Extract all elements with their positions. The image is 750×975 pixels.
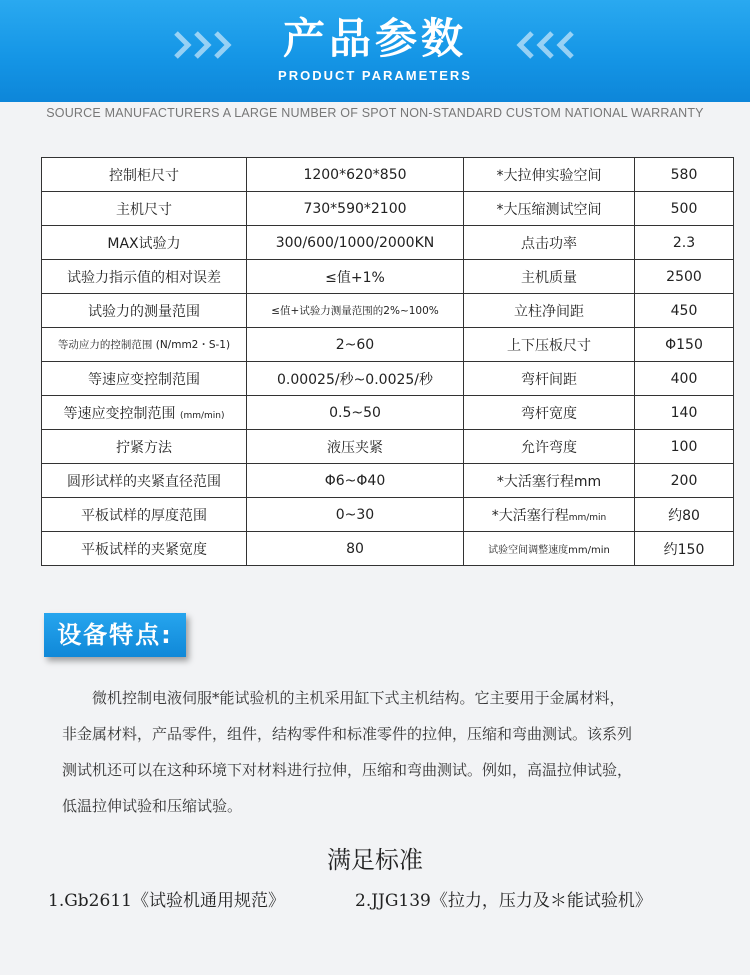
param-label: 拧紧方法 [42, 430, 247, 464]
param-value: 2~60 [247, 328, 464, 362]
table-row [42, 328, 734, 362]
table-row [42, 396, 734, 430]
standards-heading: 满足标准 [327, 846, 423, 874]
param-label: *大压缩测试空间 [464, 192, 635, 226]
param-value: 400 [635, 362, 734, 396]
description-line: 非金属材料，产品零件，组件，结构零件和标准零件的拉伸，压缩和弯曲测试。该系列 [62, 725, 633, 743]
param-label: 平板试样的厚度范围 [42, 498, 247, 532]
param-label: *大活塞行程 [491, 507, 569, 524]
description-line: 测试机还可以在这种环境下对材料进行拉伸，压缩和弯曲测试。例如，高温拉伸试验， [62, 761, 633, 779]
param-label: 允许弯度 [464, 430, 635, 464]
param-value: 580 [635, 158, 734, 192]
param-value: 0.00025/秒~0.0025/秒 [247, 362, 464, 396]
param-value: ≤值+试验力测量范围的2%~100% [247, 294, 464, 328]
table-row [42, 158, 734, 192]
param-label-cell [464, 498, 635, 532]
table-row [42, 532, 734, 566]
table-row [42, 464, 734, 498]
table-row [42, 430, 734, 464]
param-value: 0.5~50 [247, 396, 464, 430]
table-row [42, 294, 734, 328]
param-label: 等速应变控制范围 [42, 362, 247, 396]
param-label: 立柱净间距 [464, 294, 635, 328]
param-value: 2500 [635, 260, 734, 294]
param-unit: (mm/min) [179, 410, 225, 421]
param-label: 等速应变控制范围 [63, 405, 176, 422]
param-value: 200 [635, 464, 734, 498]
param-label: 主机尺寸 [42, 192, 247, 226]
table-row [42, 498, 734, 532]
standard-item: 2.JJG139《拉力，压力及＊能试验机》 [355, 891, 652, 911]
param-value: 2.3 [635, 226, 734, 260]
param-value: 液压夹紧 [247, 430, 464, 464]
chevron-left-icon [508, 30, 578, 60]
param-value: ≤值+1% [247, 260, 464, 294]
param-value: 0~30 [247, 498, 464, 532]
description-line: 微机控制电液伺服*能试验机的主机采用缸下式主机结构。它主要用于金属材料， [92, 689, 625, 707]
standard-item: 1.Gb2611《试验机通用规范》 [48, 891, 285, 911]
param-label: 点击功率 [464, 226, 635, 260]
param-label: 等动应力的控制范围 (N/mm2・S-1) [42, 328, 247, 362]
tagline: SOURCE MANUFACTURERS A LARGE NUMBER OF SPOT NON-STANDARD CUSTOM NATIONAL WARRANTY [46, 106, 704, 120]
page-subtitle: PRODUCT PARAMETERS [278, 68, 472, 83]
param-value: 80 [247, 532, 464, 566]
param-unit: mm/min [568, 512, 607, 523]
features-heading: 设备特点: [44, 613, 186, 657]
table-row [42, 226, 734, 260]
param-value: 约150 [635, 532, 734, 566]
param-value: 100 [635, 430, 734, 464]
page-title: 产品参数 [282, 14, 467, 63]
param-label: *大活塞行程mm [464, 464, 635, 498]
param-value: Φ150 [635, 328, 734, 362]
param-label-cell [42, 396, 247, 430]
param-label: 试验力的测量范围 [42, 294, 247, 328]
header-banner [0, 0, 750, 102]
param-label: 平板试样的夹紧宽度 [42, 532, 247, 566]
param-value: Φ6~Φ40 [247, 464, 464, 498]
param-value: 约80 [635, 498, 734, 532]
param-label: 主机质量 [464, 260, 635, 294]
param-label: 上下压板尺寸 [464, 328, 635, 362]
param-label: 弯杆宽度 [464, 396, 635, 430]
table-row [42, 192, 734, 226]
param-value: 300/600/1000/2000KN [247, 226, 464, 260]
param-value: 140 [635, 396, 734, 430]
description-line: 低温拉伸试验和压缩试验。 [62, 797, 243, 815]
param-label: 圆形试样的夹紧直径范围 [42, 464, 247, 498]
param-label: 弯杆间距 [464, 362, 635, 396]
table-row [42, 362, 734, 396]
param-value: 1200*620*850 [247, 158, 464, 192]
table-row [42, 260, 734, 294]
param-label: MAX试验力 [42, 226, 247, 260]
param-label: 试验空间调整速度mm/min [464, 532, 635, 566]
param-label: 试验力指示值的相对误差 [42, 260, 247, 294]
param-value: 500 [635, 192, 734, 226]
param-value: 450 [635, 294, 734, 328]
param-label: *大拉伸实验空间 [464, 158, 635, 192]
param-label: 控制柜尺寸 [42, 158, 247, 192]
features-description [62, 680, 722, 824]
parameters-table [41, 157, 734, 566]
param-value: 730*590*2100 [247, 192, 464, 226]
